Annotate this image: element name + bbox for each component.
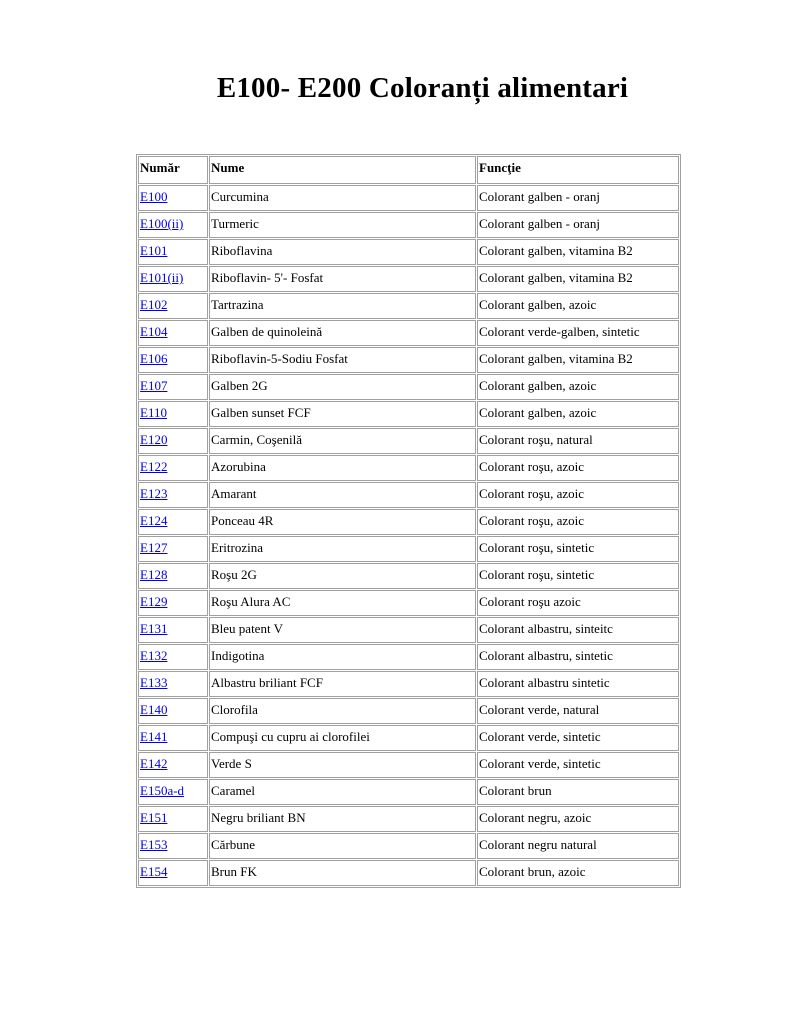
additive-code-link[interactable]: E154 (140, 864, 168, 879)
table-row (138, 725, 679, 751)
cell-number (138, 644, 208, 670)
table-row (138, 428, 679, 454)
table-row (138, 536, 679, 562)
cell-number (138, 833, 208, 859)
table-row (138, 806, 679, 832)
cell-number (138, 401, 208, 427)
table-row (138, 347, 679, 373)
table-row (138, 239, 679, 265)
cell-number (138, 617, 208, 643)
table-header-row (138, 156, 679, 184)
cell-function: Colorant roşu, sintetic (477, 563, 679, 589)
cell-name: Albastru briliant FCF (209, 671, 476, 697)
cell-name: Compuşi cu cupru ai clorofilei (209, 725, 476, 751)
additive-code-link[interactable]: E132 (140, 648, 168, 663)
cell-name: Negru briliant BN (209, 806, 476, 832)
table-row (138, 401, 679, 427)
additive-code-link[interactable]: E110 (140, 405, 167, 420)
table-row (138, 266, 679, 292)
table-body (138, 185, 679, 886)
table-row (138, 833, 679, 859)
cell-function: Colorant galben, vitamina B2 (477, 266, 679, 292)
cell-name: Verde S (209, 752, 476, 778)
cell-name: Caramel (209, 779, 476, 805)
table-row (138, 752, 679, 778)
additive-code-link[interactable]: E150a-d (140, 783, 185, 798)
header-function: Funcţie (477, 156, 679, 184)
cell-name: Galben sunset FCF (209, 401, 476, 427)
cell-name: Eritrozina (209, 536, 476, 562)
cell-name: Riboflavin-5-Sodiu Fosfat (209, 347, 476, 373)
additive-code-link[interactable]: E106 (140, 351, 168, 366)
table-row (138, 320, 679, 346)
additive-code-link[interactable]: E122 (140, 459, 168, 474)
additive-code-link[interactable]: E153 (140, 837, 168, 852)
cell-number (138, 293, 208, 319)
cell-function: Colorant galben, vitamina B2 (477, 239, 679, 265)
cell-number (138, 212, 208, 238)
additives-table-container (136, 154, 677, 888)
cell-number (138, 671, 208, 697)
additive-code-link[interactable]: E127 (140, 540, 168, 555)
cell-number (138, 266, 208, 292)
cell-name: Bleu patent V (209, 617, 476, 643)
cell-function: Colorant roşu, azoic (477, 455, 679, 481)
cell-name: Galben 2G (209, 374, 476, 400)
additive-code-link[interactable]: E151 (140, 810, 168, 825)
additive-code-link[interactable]: E133 (140, 675, 168, 690)
cell-function: Colorant galben, azoic (477, 293, 679, 319)
cell-function: Colorant roşu azoic (477, 590, 679, 616)
cell-function: Colorant verde, natural (477, 698, 679, 724)
cell-function: Colorant albastru, sintetic (477, 644, 679, 670)
cell-name: Ponceau 4R (209, 509, 476, 535)
additive-code-link[interactable]: E101(ii) (140, 270, 184, 285)
cell-function: Colorant albastru, sinteitc (477, 617, 679, 643)
cell-function: Colorant roşu, sintetic (477, 536, 679, 562)
table-row (138, 860, 679, 886)
cell-name: Roşu Alura AC (209, 590, 476, 616)
additive-code-link[interactable]: E141 (140, 729, 168, 744)
cell-name: Indigotina (209, 644, 476, 670)
cell-function: Colorant roşu, azoic (477, 482, 679, 508)
additive-code-link[interactable]: E102 (140, 297, 168, 312)
table-row (138, 212, 679, 238)
cell-number (138, 698, 208, 724)
additive-code-link[interactable]: E131 (140, 621, 168, 636)
table-row (138, 509, 679, 535)
cell-function: Colorant verde-galben, sintetic (477, 320, 679, 346)
additive-code-link[interactable]: E128 (140, 567, 168, 582)
page-title: E100- E200 Coloranți alimentari (216, 72, 629, 104)
cell-function: Colorant galben, azoic (477, 401, 679, 427)
cell-name: Cărbune (209, 833, 476, 859)
cell-function: Colorant roşu, natural (477, 428, 679, 454)
table-row (138, 644, 679, 670)
cell-name: Azorubina (209, 455, 476, 481)
cell-number (138, 185, 208, 211)
cell-name: Clorofila (209, 698, 476, 724)
table-row (138, 455, 679, 481)
additives-table (136, 154, 681, 888)
table-row (138, 563, 679, 589)
table-row (138, 590, 679, 616)
cell-function: Colorant galben, azoic (477, 374, 679, 400)
cell-number (138, 563, 208, 589)
cell-number (138, 482, 208, 508)
cell-name: Roşu 2G (209, 563, 476, 589)
table-row (138, 617, 679, 643)
table-row (138, 374, 679, 400)
table-row (138, 293, 679, 319)
cell-number (138, 752, 208, 778)
cell-name: Turmeric (209, 212, 476, 238)
cell-name: Tartrazina (209, 293, 476, 319)
cell-function: Colorant galben, vitamina B2 (477, 347, 679, 373)
cell-number (138, 320, 208, 346)
cell-name: Carmin, Coşenilă (209, 428, 476, 454)
cell-number (138, 725, 208, 751)
cell-function: Colorant albastru sintetic (477, 671, 679, 697)
additive-code-link[interactable]: E124 (140, 513, 168, 528)
cell-function: Colorant verde, sintetic (477, 725, 679, 751)
cell-number (138, 239, 208, 265)
additive-code-link[interactable]: E123 (140, 486, 168, 501)
cell-name: Curcumina (209, 185, 476, 211)
additive-code-link[interactable]: E101 (140, 243, 168, 258)
additive-code-link[interactable]: E100 (140, 189, 168, 204)
cell-number (138, 779, 208, 805)
cell-number (138, 860, 208, 886)
cell-name: Galben de quinoleină (209, 320, 476, 346)
cell-function: Colorant verde, sintetic (477, 752, 679, 778)
cell-number (138, 536, 208, 562)
table-row (138, 185, 679, 211)
additive-code-link[interactable]: E120 (140, 432, 168, 447)
cell-number (138, 806, 208, 832)
cell-number (138, 347, 208, 373)
additive-code-link[interactable]: E104 (140, 324, 168, 339)
additive-code-link[interactable]: E129 (140, 594, 168, 609)
cell-number (138, 590, 208, 616)
table-row (138, 779, 679, 805)
cell-number (138, 509, 208, 535)
table-row (138, 482, 679, 508)
cell-name: Riboflavina (209, 239, 476, 265)
cell-function: Colorant galben - oranj (477, 185, 679, 211)
cell-number (138, 455, 208, 481)
header-name: Nume (209, 156, 476, 184)
cell-number (138, 428, 208, 454)
table-row (138, 698, 679, 724)
header-number: Număr (138, 156, 208, 184)
table-row (138, 671, 679, 697)
cell-number (138, 374, 208, 400)
cell-name: Amarant (209, 482, 476, 508)
additive-code-link[interactable]: E100(ii) (140, 216, 184, 231)
cell-name: Riboflavin- 5'- Fosfat (209, 266, 476, 292)
cell-function: Colorant brun (477, 779, 679, 805)
cell-function: Colorant brun, azoic (477, 860, 679, 886)
cell-function: Colorant negru, azoic (477, 806, 679, 832)
cell-function: Colorant roşu, azoic (477, 509, 679, 535)
additive-code-link[interactable]: E107 (140, 378, 168, 393)
additive-code-link[interactable]: E142 (140, 756, 168, 771)
additive-code-link[interactable]: E140 (140, 702, 168, 717)
cell-function: Colorant galben - oranj (477, 212, 679, 238)
cell-function: Colorant negru natural (477, 833, 679, 859)
cell-name: Brun FK (209, 860, 476, 886)
